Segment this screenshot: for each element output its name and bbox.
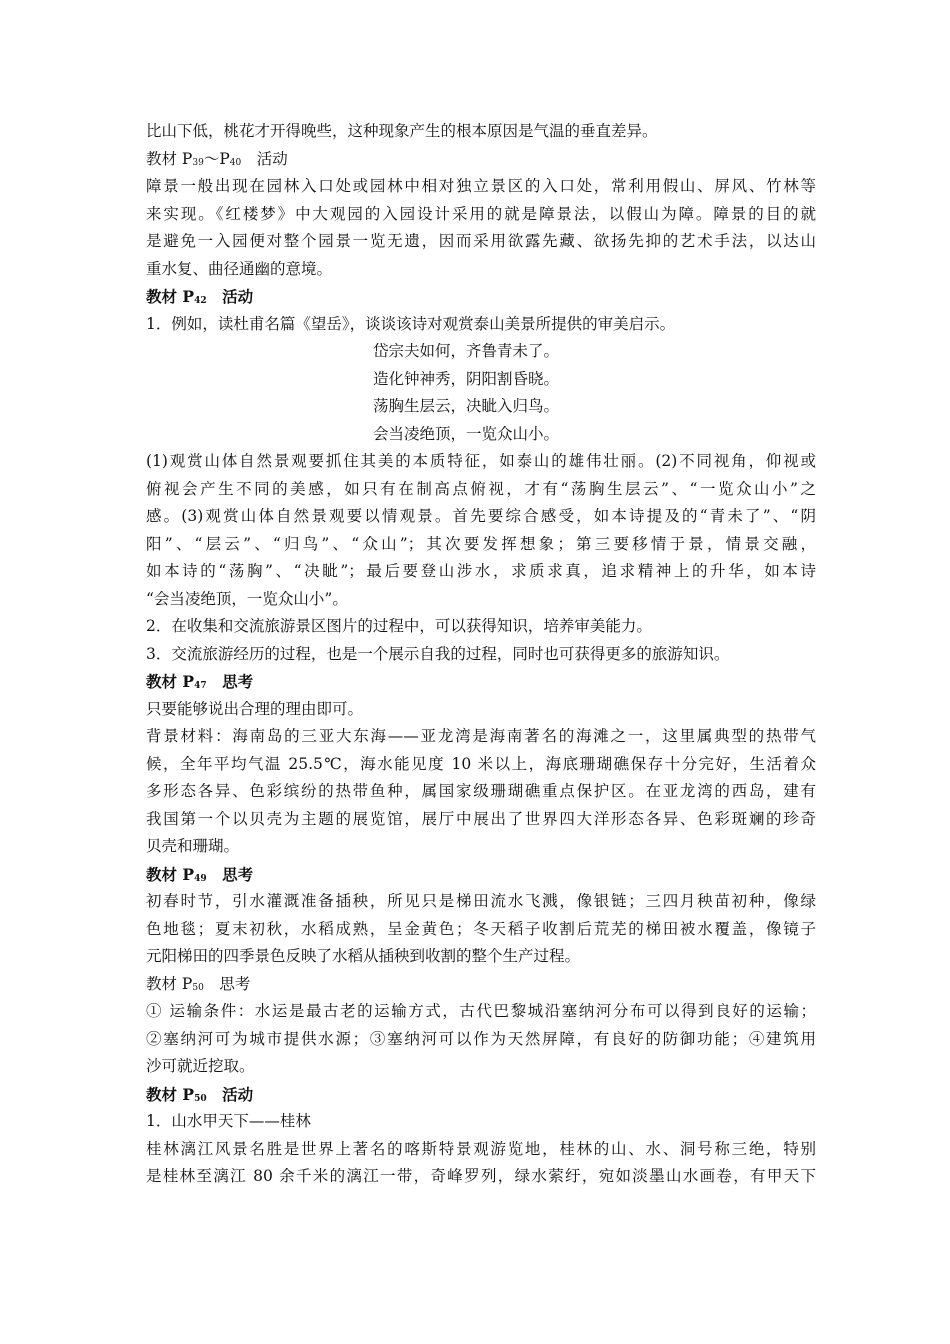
text-line: 比山下低，桃花才开得晚些，这种现象产生的根本原因是气温的垂直差异。 <box>146 122 658 140</box>
poem-line: 岱宗夫如何，齐鲁青未了。 <box>373 342 560 360</box>
text-line: 俯视会产生不同的美感，如只有在制高点俯视，才有“荡胸生层云”、“一览众山小”之 <box>146 479 816 498</box>
text-line: “会当凌绝顶，一览众山小”。 <box>146 589 348 608</box>
text-line: 只要能够说出合理的理由即可。 <box>146 699 364 718</box>
text-line: 2．在收集和交流旅游景区图片的过程中，可以获得知识，培养审美能力。 <box>146 617 652 635</box>
section-heading: 教材 P50 思考 <box>146 974 251 993</box>
text-line: 来实现。《红楼梦》中大观园的入园设计采用的就是障景法，以假山为障。障景的目的就 <box>146 204 816 223</box>
poem-line: 荡胸生层云，决眦入归鸟。 <box>373 397 560 415</box>
document-page <box>146 118 816 1191</box>
text-line: 初春时节，引水灌溉准备插秧，所见只是梯田流水飞溅，像银链；三四月秧苗初种，像绿 <box>146 892 816 910</box>
section-heading: 教材 P50 活动 <box>146 1084 254 1104</box>
text-line: 贝壳和珊瑚。 <box>146 837 240 855</box>
text-line: 背景材料：海南岛的三亚大东海——亚龙湾是海南著名的海滩之一，这里属典型的热带气 <box>146 727 816 745</box>
text-line: 是桂林至漓江 80 余千米的漓江一带，奇峰罗列，绿水萦纡，宛如淡墨山水画卷，有甲天下 <box>146 1167 816 1185</box>
text-line: 是避免一入园便对整个园景一览无遗，因而采用欲露先藏、欲扬先抑的艺术手法，以达山 <box>146 232 816 250</box>
section-heading: 教材 P42 活动 <box>146 287 254 306</box>
text-line: 阳”、“层云”、“归鸟”、“众山”；其次要发挥想象；第三要移情于景，情景交融， <box>146 534 816 553</box>
text-line: 感。(3)观赏山体自然景观要以情观景。首先要综合感受，如本诗提及的“青未了”、“阴 <box>146 507 816 525</box>
text-line: 沙可就近挖取。 <box>146 1057 255 1075</box>
poem-line: 会当凌绝顶，一览众山小。 <box>373 424 560 443</box>
section-heading: 教材 P39～P40 活动 <box>146 149 288 168</box>
text-line: 我国第一个以贝壳为主题的展览馆，展厅中展出了世界四大洋形态各异、色彩斑斓的珍奇 <box>146 809 816 828</box>
text-line: ① 运输条件：水运是最古老的运输方式，古代巴黎城沿塞纳河分布可以得到良好的运输； <box>146 1002 816 1020</box>
section-heading: 教材 P47 思考 <box>146 672 254 691</box>
text-line: 元阳梯田的四季景色反映了水稻从插秧到收割的整个生产过程。 <box>146 947 581 965</box>
text-line: 1．例如，读杜甫名篇《望岳》，谈谈该诗对观赏泰山美景所提供的审美启示。 <box>146 314 676 333</box>
text-line: 色地毯；夏末初秋，水稻成熟，呈金黄色；冬天稻子收割后荒芜的梯田被水覆盖，像镜子 <box>146 919 816 938</box>
text-line: ②塞纳河可为城市提供水源；③塞纳河可以作为天然屏障，有良好的防御功能；④建筑用 <box>146 1029 816 1048</box>
text-line: 障景一般出现在园林入口处或园林中相对独立景区的入口处，常利用假山、屏风、竹林等 <box>146 177 816 195</box>
poem-line: 造化钟神秀，阴阳割昏晓。 <box>373 369 560 388</box>
text-line: 候，全年平均气温 25.5℃，海水能见度 10 米以上，海底珊瑚礁保存十分完好，生活着众 <box>146 754 816 773</box>
text-line: (1)观赏山体自然景观要抓住其美的本质特征，如泰山的雄伟壮丽。(2)不同视角，仰视或 <box>146 452 816 470</box>
section-heading: 教材 P49 思考 <box>146 864 254 884</box>
text-line: 3．交流旅游经历的过程，也是一个展示自我的过程，同时也可获得更多的旅游知识。 <box>146 644 730 663</box>
text-line: 如本诗的“荡胸”、“决眦”；最后要登山涉水，求质求真，追求精神上的升华，如本诗 <box>146 562 816 580</box>
text-line: 桂林漓江风景名胜是世界上著名的喀斯特景观游览地，桂林的山、水、洞号称三绝，特别 <box>146 1139 816 1158</box>
text-line: 多形态各异、色彩缤纷的热带鱼种，属国家级珊瑚礁重点保护区。在亚龙湾的西岛，建有 <box>146 782 816 800</box>
text-line: 1．山水甲天下——桂林 <box>146 1112 311 1130</box>
text-line: 重水复、曲径通幽的意境。 <box>146 259 333 278</box>
